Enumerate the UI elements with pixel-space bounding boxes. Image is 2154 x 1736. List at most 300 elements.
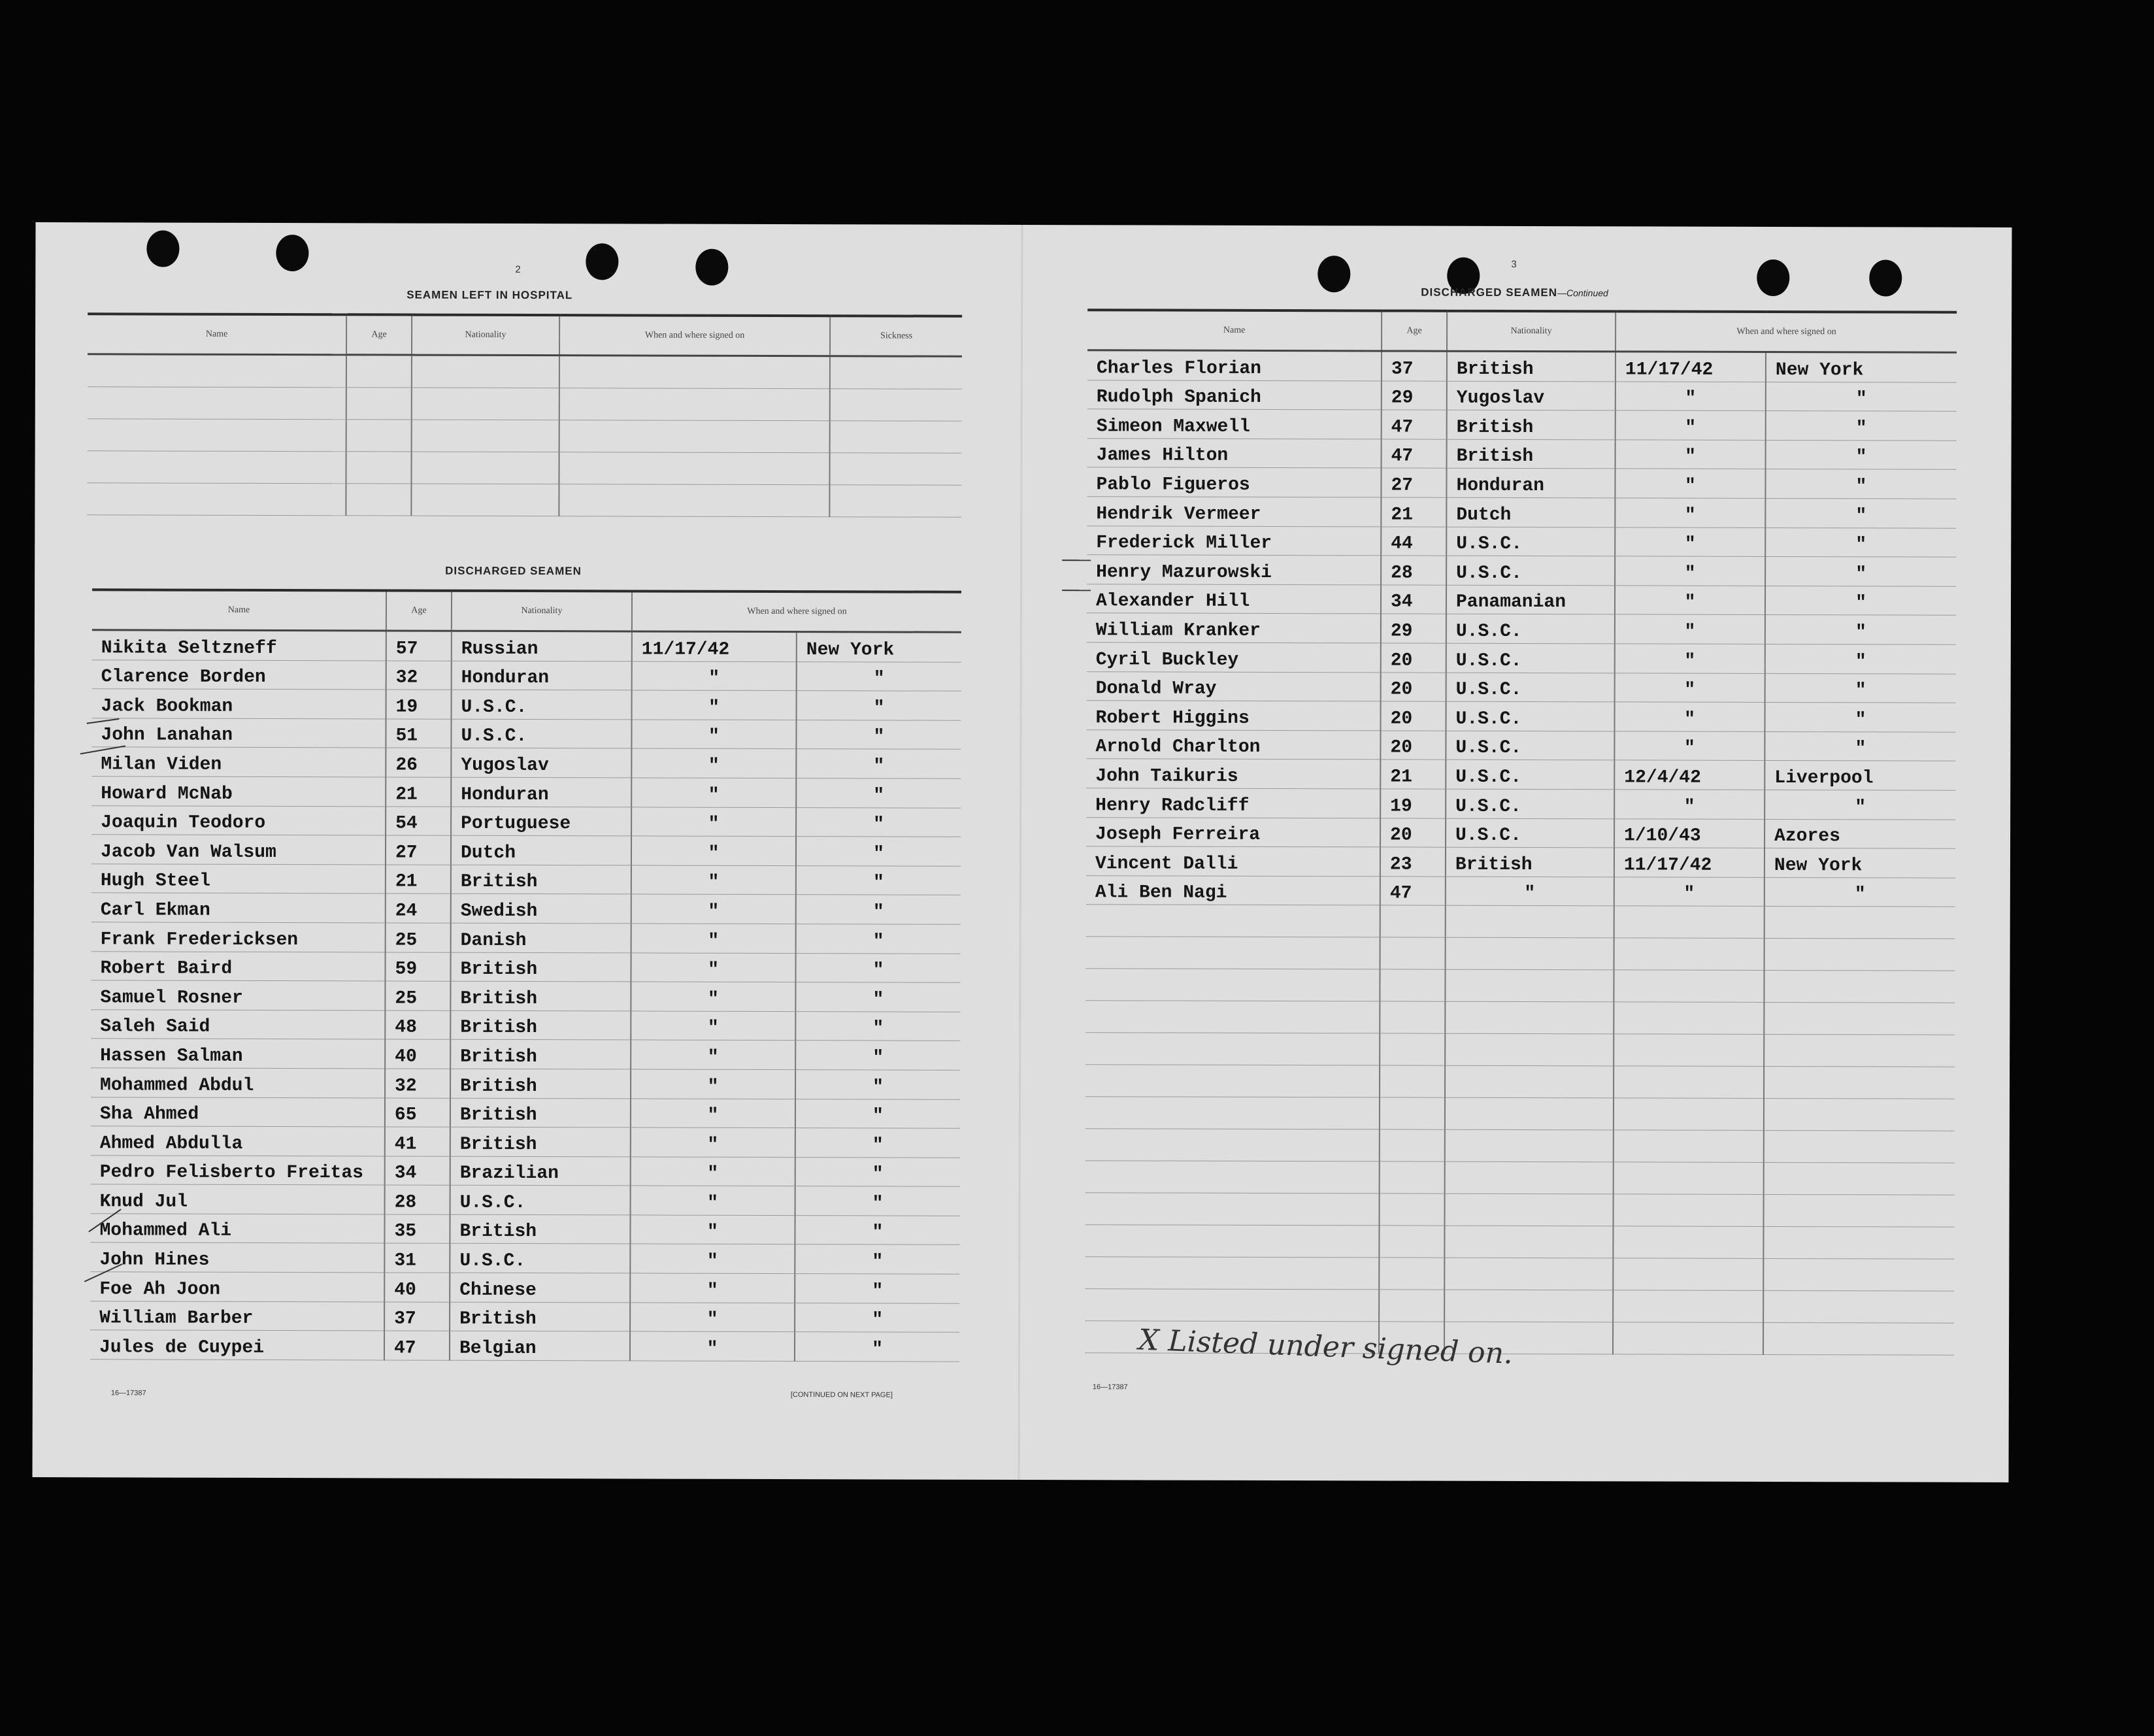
seaman-nationality: British (450, 1098, 631, 1127)
signed-on-date: " (631, 924, 796, 953)
seaman-name: Carl Ekman (91, 893, 386, 923)
seaman-name: Ahmed Abdulla (91, 1126, 385, 1156)
blank-cell (1614, 1162, 1764, 1195)
signed-on-date: " (631, 865, 796, 895)
blank-cell (1614, 1194, 1764, 1227)
seaman-age: 20 (1381, 672, 1446, 701)
blank-cell (1764, 1067, 1955, 1099)
signed-on-place: " (1765, 615, 1956, 644)
seaman-name: Arnold Charlton (1086, 729, 1380, 760)
header-name: Name (88, 314, 346, 355)
blank-row (87, 451, 961, 486)
seaman-row (90, 1272, 959, 1303)
blank-cell (88, 419, 346, 452)
blank-cell (1380, 1129, 1445, 1161)
seaman-row (92, 689, 961, 720)
seaman-age: 54 (386, 807, 451, 836)
blank-cell (1444, 1258, 1613, 1290)
seaman-nationality: U.S.C. (1446, 556, 1615, 585)
seaman-age: 37 (384, 1302, 450, 1331)
signed-on-place: " (1765, 877, 1955, 907)
header-age: Age (386, 590, 452, 631)
seaman-name: Frank Fredericksen (91, 922, 386, 952)
seaman-nationality: U.S.C. (1446, 731, 1614, 760)
seaman-name: Hendrik Vermeer (1087, 497, 1381, 527)
header-nationality: Nationality (1447, 311, 1616, 352)
blank-cell (1613, 1322, 1763, 1355)
seaman-age: 47 (384, 1331, 450, 1360)
blank-cell (412, 420, 559, 452)
seaman-row (91, 1068, 960, 1099)
signed-on-date: " (630, 1244, 795, 1273)
seaman-nationality: British (1447, 351, 1616, 381)
blank-cell (346, 388, 412, 420)
seaman-name: Donald Wray (1087, 671, 1381, 701)
seaman-name: John Hines (90, 1243, 384, 1273)
header-name: Name (92, 590, 386, 631)
signed-on-date: " (630, 1331, 795, 1361)
signed-on-date: " (1614, 731, 1765, 761)
blank-cell (1445, 969, 1614, 1002)
seaman-name: Jack Bookman (92, 689, 386, 719)
seaman-nationality: U.S.C. (1446, 789, 1614, 818)
signed-on-place: " (797, 661, 961, 691)
signed-on-place: " (796, 778, 961, 808)
seaman-nationality: British (450, 981, 631, 1010)
signed-on-place: " (1765, 673, 1956, 703)
blank-cell (1380, 1194, 1445, 1226)
seaman-nationality: U.S.C. (451, 719, 631, 748)
signed-on-place: New York (1765, 848, 1955, 878)
title-suffix: —Continued (1557, 288, 1608, 299)
right-page (1020, 225, 2012, 1482)
seaman-nationality: U.S.C. (1446, 673, 1615, 702)
signed-on-date: " (630, 1273, 795, 1303)
blank-cell (1614, 1098, 1764, 1131)
seaman-nationality: British (1447, 410, 1616, 439)
seaman-age: 65 (385, 1097, 450, 1127)
seaman-name: Henry Radcliff (1086, 788, 1380, 818)
seaman-row (91, 1155, 960, 1186)
blank-cell (1763, 1291, 1954, 1324)
seaman-row (1087, 526, 1956, 557)
blank-cell (830, 421, 962, 454)
seaman-name: Saleh Said (91, 1009, 385, 1039)
seaman-row (91, 893, 961, 924)
blank-cell (1614, 906, 1765, 939)
seaman-name: Nikita Seltzneff (92, 630, 386, 661)
blank-cell (1086, 905, 1380, 937)
seaman-row (1086, 729, 1955, 761)
seaman-row (90, 1243, 959, 1274)
blank-cell (1086, 937, 1380, 969)
blank-row (1085, 1097, 1955, 1131)
seaman-name: Vincent Dalli (1086, 846, 1380, 876)
signed-on-place: " (795, 1244, 959, 1274)
blank-row (87, 483, 961, 518)
seaman-row (91, 1009, 960, 1041)
seaman-age: 24 (386, 893, 451, 923)
blank-cell (1765, 939, 1955, 971)
blank-cell (1085, 1001, 1380, 1033)
blank-cell (1445, 1097, 1614, 1130)
blank-cell (1614, 1034, 1764, 1067)
blank-row (1085, 1001, 1955, 1035)
blank-cell (1085, 1193, 1380, 1226)
blank-cell (1085, 1225, 1379, 1258)
hospital-section-title: SEAMEN LEFT IN HOSPITAL (406, 288, 573, 302)
signed-on-date: " (631, 1011, 795, 1041)
seaman-row (92, 630, 961, 662)
seaman-age: 19 (1380, 789, 1446, 818)
signed-on-place: " (795, 1215, 959, 1244)
seaman-age: 19 (386, 690, 452, 719)
signed-on-place: " (796, 749, 961, 778)
seaman-row (1086, 759, 1955, 790)
seaman-nationality: Honduran (451, 777, 631, 807)
blank-cell (1613, 1258, 1763, 1291)
blank-cell (1763, 1323, 1954, 1356)
discharged-header-row (1087, 310, 1957, 352)
form-number: 16—17387 (110, 1389, 146, 1397)
seaman-nationality: British (451, 865, 631, 894)
seaman-nationality: British (1446, 847, 1614, 876)
seaman-name: Mohammed Ali (90, 1214, 384, 1244)
blank-cell (1445, 1033, 1614, 1066)
signed-on-place: " (1766, 411, 1957, 441)
blank-cell (829, 453, 961, 486)
seaman-name: William Kranker (1087, 613, 1381, 643)
signed-on-date: " (1616, 440, 1766, 469)
signed-on-date: " (631, 1040, 795, 1069)
seaman-nationality: Yugoslav (451, 748, 631, 778)
seaman-age: 40 (384, 1273, 450, 1302)
discharged-table-right (1085, 309, 1957, 1356)
check-mark (1062, 590, 1091, 591)
blank-row (1085, 1161, 1955, 1195)
signed-on-place: " (795, 1303, 959, 1332)
seaman-nationality: British (450, 1010, 631, 1040)
seaman-age: 34 (1381, 585, 1446, 614)
signed-on-date: " (1616, 410, 1766, 440)
seaman-row (1087, 467, 1956, 499)
seaman-nationality: Dutch (1446, 497, 1615, 527)
blank-cell (1764, 1099, 1955, 1131)
seaman-nationality: British (450, 952, 631, 982)
seaman-row (91, 805, 961, 837)
signed-on-date: " (1614, 702, 1765, 731)
seaman-row (90, 1214, 959, 1245)
blank-cell (1085, 1033, 1380, 1065)
seaman-name: Pablo Figueros (1087, 467, 1381, 497)
header-signed-on: When and where signed on (559, 315, 830, 356)
blank-cell (1614, 1002, 1764, 1035)
blank-cell (1380, 1161, 1445, 1194)
seaman-row (91, 747, 961, 778)
blank-cell (1614, 1130, 1764, 1163)
seaman-name: Hassen Salman (91, 1039, 385, 1069)
seaman-nationality: Belgian (450, 1331, 630, 1360)
signed-on-place: " (796, 924, 961, 954)
signed-on-place: " (795, 1041, 960, 1070)
blank-cell (1380, 1097, 1445, 1129)
seaman-nationality: U.S.C. (1446, 527, 1615, 556)
signed-on-date: " (1615, 644, 1765, 673)
blank-cell (1380, 937, 1446, 969)
seaman-age: 21 (1381, 497, 1446, 527)
signed-on-date: " (1615, 673, 1765, 702)
seaman-row (1087, 671, 1956, 703)
blank-cell (1614, 1066, 1764, 1099)
signed-on-place: " (1765, 498, 1956, 527)
signed-on-date: " (632, 690, 797, 720)
seaman-age: 44 (1381, 526, 1446, 556)
signed-on-date: " (1614, 790, 1765, 819)
signed-on-date: " (1615, 527, 1765, 556)
discharged-table-left (90, 588, 961, 1361)
seaman-age: 47 (1380, 876, 1446, 906)
blank-cell (1379, 1290, 1444, 1322)
header-age: Age (346, 314, 412, 355)
blank-row (1085, 1033, 1955, 1067)
seaman-nationality: U.S.C. (450, 1244, 630, 1273)
seaman-age: 57 (386, 631, 452, 661)
seaman-age: 51 (386, 719, 451, 748)
left-page (32, 222, 1021, 1480)
seaman-nationality: Danish (451, 923, 631, 952)
seaman-age: 37 (1382, 351, 1447, 381)
signed-on-date: 11/17/42 (1616, 352, 1766, 382)
seaman-name: Samuel Rosner (91, 980, 385, 1010)
seaman-name: Robert Higgins (1086, 701, 1380, 731)
seaman-name: Jules de Cuypei (90, 1330, 384, 1360)
blank-cell (1763, 1227, 1954, 1260)
blank-cell (1764, 971, 1955, 1003)
blank-cell (87, 451, 346, 484)
seaman-row (91, 718, 961, 750)
signed-on-date: " (1615, 469, 1765, 498)
seaman-age: 59 (385, 952, 450, 981)
signed-on-place: " (1765, 644, 1956, 673)
seaman-row (1087, 613, 1956, 644)
blank-cell (1613, 1226, 1763, 1259)
seaman-nationality: Honduran (1446, 469, 1615, 498)
signed-on-place: " (795, 1099, 960, 1128)
blank-cell (559, 452, 829, 485)
discharged-continued-title (1421, 286, 1608, 300)
seaman-age: 32 (386, 661, 452, 690)
seaman-name: Clarence Borden (92, 659, 386, 690)
blank-cell (1380, 1065, 1445, 1097)
blank-cell (411, 484, 559, 516)
blank-cell (1764, 1195, 1955, 1227)
seaman-row (1086, 701, 1955, 732)
seaman-name: Sha Ahmed (91, 1097, 385, 1127)
signed-on-place: " (1765, 527, 1956, 557)
seaman-row (91, 1097, 960, 1128)
signed-on-place: " (795, 1128, 960, 1158)
header-name: Name (1087, 310, 1382, 351)
signed-on-place: " (796, 807, 961, 837)
seaman-nationality: U.S.C. (1446, 818, 1614, 848)
seaman-name: Hugh Steel (91, 864, 386, 894)
seaman-name: James Hilton (1087, 439, 1382, 469)
blank-cell (1445, 1065, 1614, 1098)
signed-on-date: " (631, 778, 796, 807)
seaman-name: Foe Ah Joon (90, 1272, 384, 1302)
seaman-age: 20 (1380, 731, 1446, 760)
seaman-name: Jacob Van Walsum (91, 835, 386, 865)
seaman-age: 32 (385, 1069, 450, 1098)
signed-on-date: " (1615, 586, 1765, 615)
seaman-nationality: British (450, 1040, 631, 1069)
seaman-nationality: Yugoslav (1447, 381, 1616, 410)
blank-row (88, 419, 962, 454)
blank-cell (87, 483, 346, 516)
signed-on-place: " (796, 865, 961, 895)
blank-cell (1445, 1129, 1614, 1162)
seaman-row (1087, 350, 1957, 382)
signed-on-place: " (1765, 557, 1956, 586)
blank-cell (1444, 1226, 1613, 1258)
seaman-row (1087, 497, 1956, 528)
blank-cell (1446, 905, 1614, 938)
seaman-row (1087, 584, 1956, 616)
blank-cell (1446, 937, 1614, 970)
seaman-age: 41 (385, 1127, 450, 1156)
header-signed-on: When and where signed on (632, 591, 961, 632)
seaman-row (91, 1039, 960, 1070)
seaman-name: Pedro Felisberto Freitas (91, 1155, 385, 1185)
hospital-header-row (88, 314, 962, 356)
blank-cell (1614, 938, 1765, 971)
seaman-name: Henry Mazurowski (1087, 555, 1381, 585)
blank-row (1085, 1257, 1954, 1291)
blank-cell (1085, 1065, 1380, 1097)
seaman-name: Milan Viden (91, 747, 386, 777)
blank-cell (830, 389, 962, 422)
blank-cell (1614, 970, 1764, 1003)
signed-on-date: " (631, 807, 796, 836)
seaman-row (92, 659, 961, 691)
blank-cell (1764, 1035, 1955, 1067)
blank-row (1085, 1225, 1954, 1259)
blank-cell (1445, 1161, 1614, 1194)
seaman-row (91, 864, 961, 895)
discharged-section-title: DISCHARGED SEAMEN (445, 564, 582, 578)
seaman-name: Joseph Ferreira (1086, 817, 1380, 847)
seaman-age: 47 (1382, 439, 1447, 469)
signed-on-place: Liverpool (1765, 761, 1955, 790)
blank-row (1085, 1289, 1954, 1323)
signed-on-place: New York (797, 632, 961, 662)
seaman-name: Knud Jul (91, 1184, 385, 1214)
page-number: 3 (1511, 258, 1517, 270)
document-sheet (32, 222, 2012, 1482)
seaman-row (90, 1330, 959, 1361)
signed-on-place: " (795, 1332, 959, 1361)
seaman-nationality: Chinese (450, 1273, 630, 1302)
seaman-name: Cyril Buckley (1087, 643, 1381, 673)
seaman-age: 47 (1382, 410, 1447, 439)
blank-cell (1764, 1163, 1955, 1195)
seaman-nationality: Swedish (451, 894, 631, 924)
signed-on-date: 11/17/42 (632, 631, 797, 661)
blank-cell (411, 452, 559, 484)
seaman-name: Mohammed Abdul (91, 1068, 385, 1098)
seaman-nationality: British (1447, 439, 1616, 469)
blank-cell (559, 356, 830, 389)
header-sickness: Sickness (830, 316, 962, 356)
seaman-row (1086, 817, 1955, 848)
signed-on-place: " (796, 895, 961, 924)
blank-row (1085, 1193, 1955, 1227)
seaman-age: 40 (385, 1039, 450, 1069)
seaman-age: 21 (386, 865, 451, 894)
header-signed-on: When and where signed on (1616, 311, 1957, 352)
seaman-age: 29 (1382, 381, 1447, 410)
seaman-age: 35 (384, 1214, 450, 1244)
seaman-row (91, 1126, 960, 1158)
blank-cell (1085, 1161, 1380, 1194)
signed-on-place: " (1765, 703, 1955, 732)
seaman-nationality: U.S.C. (1446, 760, 1614, 790)
blank-cell (412, 388, 559, 420)
blank-row (1086, 905, 1955, 939)
seaman-age: 27 (1381, 468, 1446, 497)
seaman-name: Charles Florian (1087, 350, 1382, 381)
seaman-row (91, 951, 960, 982)
seaman-age: 20 (1380, 701, 1446, 731)
seaman-row (91, 835, 961, 866)
signed-on-date: " (631, 1098, 795, 1127)
seaman-age: 23 (1380, 847, 1446, 876)
seaman-age: 21 (1380, 760, 1446, 789)
signed-on-date: " (632, 661, 797, 691)
seaman-name: Alexander Hill (1087, 584, 1381, 614)
signed-on-place: " (1765, 586, 1956, 615)
seaman-name: John Lanahan (91, 718, 386, 748)
blank-cell (1765, 907, 1955, 939)
blank-cell (1445, 1001, 1614, 1034)
blank-cell (346, 484, 411, 516)
signed-on-date: " (631, 1069, 795, 1099)
blank-cell (1380, 905, 1446, 937)
blank-cell (412, 355, 559, 388)
header-age: Age (1382, 310, 1447, 351)
header-nationality: Nationality (452, 591, 632, 631)
seaman-nationality: Brazilian (450, 1156, 631, 1186)
seaman-name: William Barber (90, 1301, 384, 1331)
blank-cell (559, 388, 830, 421)
seaman-nationality: British (450, 1302, 630, 1331)
seaman-row (1087, 555, 1956, 586)
blank-cell (1613, 1290, 1763, 1323)
seaman-row (1086, 875, 1955, 907)
seaman-age: 48 (385, 1010, 450, 1040)
signed-on-place: " (795, 1186, 960, 1216)
signed-on-date: " (630, 1215, 795, 1244)
blank-cell (346, 420, 412, 452)
signed-on-place: " (1765, 469, 1956, 499)
signed-on-place: " (795, 982, 960, 1012)
signed-on-date: " (1615, 498, 1765, 527)
continued-note: [CONTINUED ON NEXT PAGE] (790, 1391, 893, 1399)
blank-cell (1444, 1290, 1613, 1322)
seaman-name: Frederick Miller (1087, 526, 1381, 556)
seaman-name: Howard McNab (91, 776, 386, 807)
signed-on-place: " (796, 720, 961, 749)
